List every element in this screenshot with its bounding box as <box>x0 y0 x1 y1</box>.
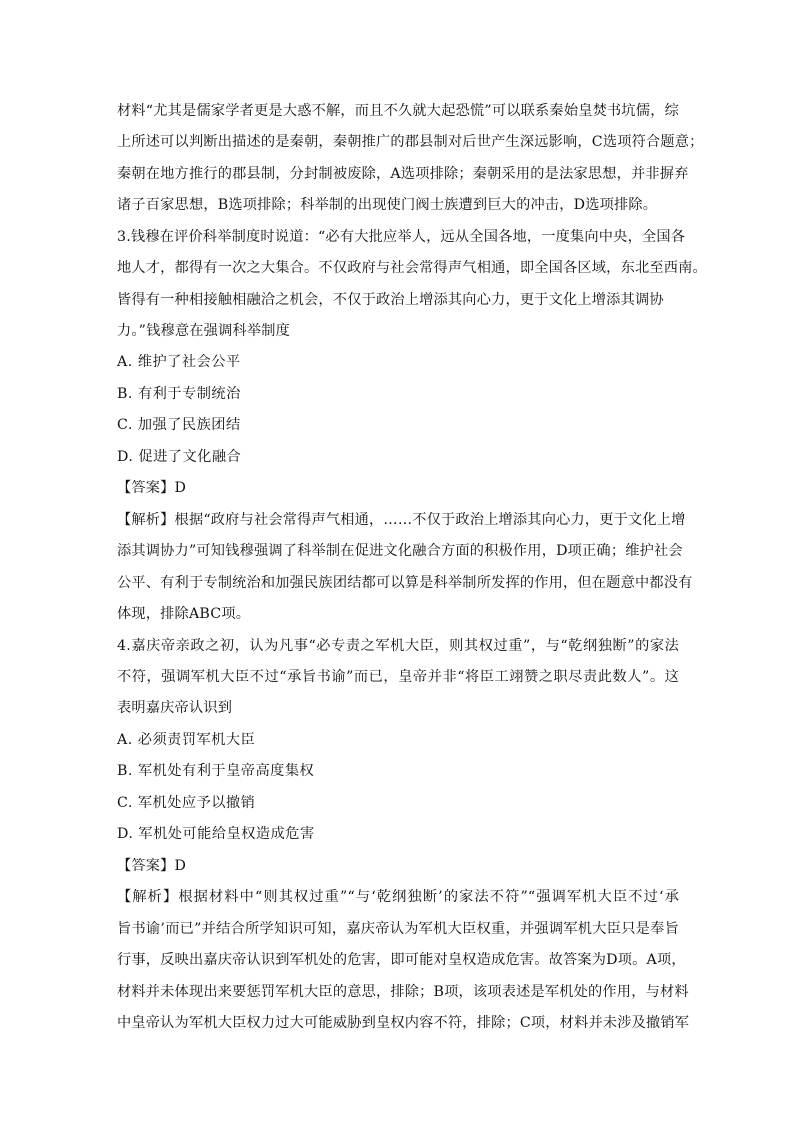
q2-analysis-line-3: 秦朝在地方推行的郡县制，分封制被废除，A选项排除；秦朝采用的是法家思想，并非摒弃 <box>117 166 689 182</box>
q3-stem-line-4: 力。”钱穆意在强调科举制度 <box>117 323 291 339</box>
q3-stem-line-2: 地人才，都得有一次之大集合。不仅政府与社会常得声气相通，即全国各区域，东北至西南。 <box>117 260 707 276</box>
q3-stem-line-3: 皆得有一种相接触相融洽之机会，不仅于政治上增添其向心力，更于文化上增添其调协 <box>117 292 664 308</box>
q4-analysis-line-1: 【解析】根据材料中“则其权过重”“与‘乾纲独断’的家法不符”“强调军机大臣不过‘承 <box>117 889 679 905</box>
q4-analysis-line-4: 材料并未体现出来要惩罚军机大臣的意思，排除；B项，该项表述是军机处的作用，与材料 <box>117 984 689 1000</box>
q4-option-b: B. 军机处有利于皇帝高度集权 <box>117 763 315 779</box>
q4-stem-line-3: 表明嘉庆帝认识到 <box>117 700 233 716</box>
q3-option-d: D. 促进了文化融合 <box>117 449 242 465</box>
q3-option-c: C. 加强了民族团结 <box>117 417 241 433</box>
q4-option-c: C. 军机处应予以撤销 <box>117 795 256 811</box>
q3-option-b: B. 有利于专制统治 <box>117 386 241 402</box>
q2-analysis-line-2: 上所述可以判断出描述的是秦朝，秦朝推广的郡县制对后世产生深远影响，C选项符合题意； <box>117 134 704 150</box>
q3-analysis-line-3: 公平、有利于专制统治和加强民族团结都可以算是科举制所发挥的作用，但在题意中都没有 <box>117 575 693 591</box>
q4-option-a: A. 必须责罚军机大臣 <box>117 732 256 748</box>
q4-analysis-line-3: 行事，反映出嘉庆帝认识到军机处的危害，即可能对皇权造成危害。故答案为D项。A项， <box>117 952 686 968</box>
q4-analysis-line-2: 旨书谕’而已”并结合所学知识可知，嘉庆帝认为军机大臣权重，并强调军机大臣只是奉旨 <box>117 921 679 937</box>
q3-analysis-line-2: 添其调协力”可知钱穆强调了科举制在促进文化融合方面的积极作用，D项正确；维护社会 <box>117 543 683 559</box>
q4-stem-line-1: 4.嘉庆帝亲政之初，认为凡事“必专责之军机大臣，则其权过重”，与“乾纲独断”的家法 <box>117 638 679 654</box>
q3-analysis-line-1: 【解析】根据“政府与社会常得声气相通，……不仅于政治上增添其向心力，更于文化上增 <box>117 512 686 528</box>
q2-analysis-line-1: 材料“尤其是儒家学者更是大惑不解，而且不久就大起恐慌”可以联系秦始皇焚书坑儒，综 <box>117 103 679 119</box>
q4-stem-line-2: 不符，强调军机大臣不过“承旨书谕”而已，皇帝并非“将臣工翊赞之职尽责此数人”。这 <box>117 669 679 685</box>
q3-analysis-line-4: 体现，排除ABC项。 <box>117 606 251 622</box>
q3-stem-line-1: 3.钱穆在评价科举制度时说道：“必有大批应举人，远从全国各地，一度集向中央，全国各 <box>117 229 686 245</box>
q4-analysis-line-5: 中皇帝认为军机大臣权力过大可能威胁到皇权内容不符，排除；C项，材料并未涉及撤销军 <box>117 1015 690 1031</box>
q4-answer: 【答案】D <box>117 858 187 874</box>
q4-option-d: D. 军机处可能给皇权造成危害 <box>117 826 315 842</box>
q3-answer: 【答案】D <box>117 480 187 496</box>
q3-option-a: A. 维护了社会公平 <box>117 354 241 370</box>
q2-analysis-line-4: 诸子百家思想，B选项排除；科举制的出现使门阀士族遭到巨大的冲击，D选项排除。 <box>117 197 658 213</box>
